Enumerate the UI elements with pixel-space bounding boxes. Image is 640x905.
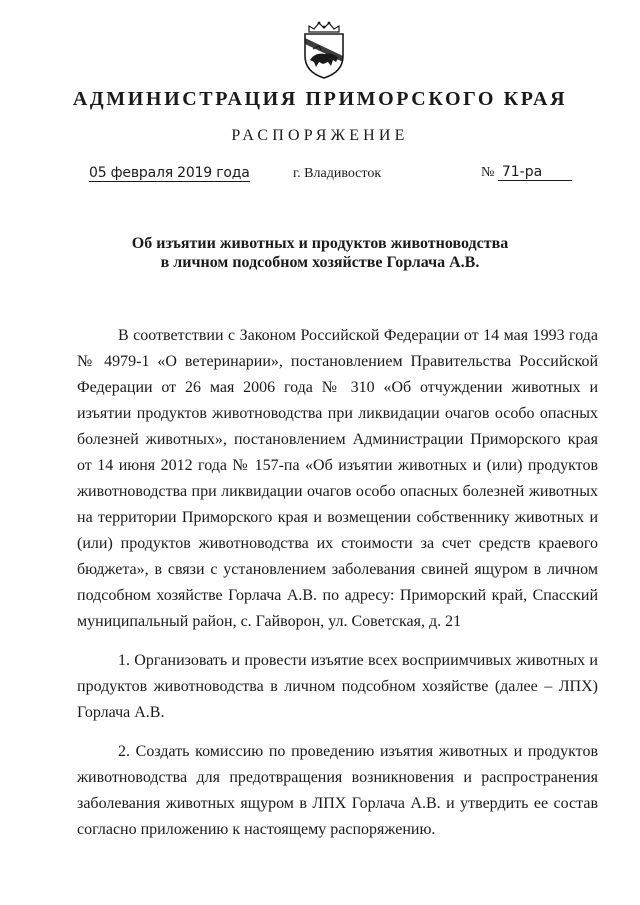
number-value: 71-ра xyxy=(498,164,572,181)
organization-name: АДМИНИСТРАЦИЯ ПРИМОРСКОГО КРАЯ xyxy=(72,88,568,110)
coat-of-arms-icon xyxy=(295,18,353,80)
title-line-2: в личном подсобном хозяйстве Горлача А.В. xyxy=(160,254,480,271)
document-body xyxy=(77,323,598,843)
title-line-1: Об изъятии животных и продуктов животноводства xyxy=(131,235,509,252)
document-date: 05 февраля 2019 года xyxy=(89,165,250,181)
number-sign: № xyxy=(481,165,495,180)
document-city: г. Владивосток xyxy=(293,166,382,181)
item-2-paragraph: 2. Создать комиссию по проведению изъятия животных и продуктов животноводства для предотвращения возникновения и распространения заболевания животных ящуром в ЛПХ Горлача А.В. и утвердить ее состав согласно приложению к настоящему распоряжению. xyxy=(77,743,598,838)
preamble-paragraph: В соответствии с Законом Российской Федерации от 14 мая 1993 года № 4979-1 «О ветеринарии», постановлением Правительства Российской Федерации от 26 мая 2006 года № 310 «Об отчуждении животных и изъятии продуктов животноводства при ликвидации очагов особо опасных болезней животных», постановлением Администрации Приморского края от 14 июня 2012 года № 157-па «Об изъятии животных и (или) продуктов животноводства при ликвидации очагов особо опасных болезней животных на территории Приморского края и возмещении собственнику животных и (или) продуктов животноводства их стоимости за счет средств краевого бюджета», в связи с установлением заболевания свиней ящуром в личном подсобном хозяйстве Горлача А.В. по адресу: Приморский край, Спасский муниципальный район, с. Гайворон, ул. Советская, д. 21 xyxy=(77,327,598,630)
item-1-paragraph: 1. Организовать и провести изъятие всех восприимчивых животных и продуктов животноводства в личном подсобном хозяйстве (далее – ЛПХ) Горлача А.В. xyxy=(77,652,598,721)
document-title xyxy=(0,234,640,272)
document-number xyxy=(481,164,572,181)
document-type: РАСПОРЯЖЕНИЕ xyxy=(231,127,409,144)
